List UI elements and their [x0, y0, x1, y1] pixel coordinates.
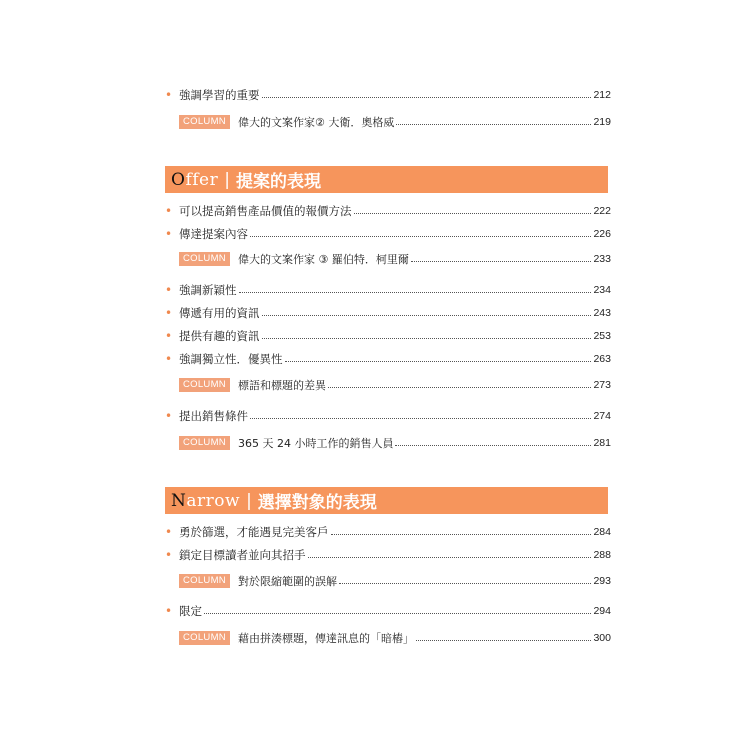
- section-title: 選擇對象的表現: [257, 493, 377, 513]
- page-number: 284: [593, 526, 611, 538]
- dot-leader: [339, 582, 592, 584]
- toc-entry[interactable]: [165, 86, 611, 104]
- section-initial: O: [171, 169, 186, 190]
- bullet-icon: [165, 526, 179, 538]
- dot-leader: [396, 123, 591, 125]
- column-badge: COLUMN: [179, 115, 230, 129]
- dot-leader: [204, 612, 591, 614]
- toc-entry[interactable]: [165, 523, 611, 541]
- bullet-icon: [165, 410, 179, 422]
- entry-title: 傳遞有用的資訊: [179, 306, 260, 320]
- entry-title: 偉大的文案作家② 大衛．奧格威: [237, 116, 395, 129]
- section-english-rest: ffer: [185, 169, 219, 190]
- toc-entry[interactable]: [165, 225, 611, 243]
- column-entry[interactable]: [179, 250, 611, 268]
- entry-title: 強調獨立性．優異性: [179, 352, 283, 366]
- dot-leader: [262, 337, 592, 339]
- column-entry[interactable]: [179, 434, 611, 452]
- section-separator: |: [224, 169, 230, 190]
- page-number: 294: [593, 605, 611, 617]
- page-number: 233: [593, 253, 611, 265]
- bullet-icon: [165, 228, 179, 240]
- page-number: 243: [593, 307, 611, 319]
- bullet-icon: [165, 605, 179, 617]
- entry-title: 提出銷售條件: [179, 409, 248, 423]
- entry-title: 標語和標題的差異: [237, 379, 326, 392]
- entry-title: 對於限縮範圍的誤解: [237, 575, 337, 588]
- dot-leader: [328, 386, 592, 388]
- column-badge: COLUMN: [179, 378, 230, 392]
- page-number: 234: [593, 284, 611, 296]
- bullet-icon: [165, 205, 179, 217]
- page-number: 274: [593, 410, 611, 422]
- entry-title: 提供有趣的資訊: [179, 329, 260, 343]
- dot-leader: [354, 212, 592, 214]
- bullet-icon: [165, 330, 179, 342]
- dot-leader: [395, 444, 591, 446]
- section-initial: N: [171, 490, 187, 511]
- dot-leader: [331, 533, 592, 535]
- section-separator: |: [246, 490, 252, 511]
- page-number: 300: [593, 632, 611, 644]
- entry-title: 可以提高銷售產品價值的報價方法: [179, 204, 352, 218]
- toc-entry[interactable]: [165, 350, 611, 368]
- section-english-title: [171, 170, 218, 190]
- page-number: 253: [593, 330, 611, 342]
- bullet-icon: [165, 549, 179, 561]
- dot-leader: [308, 556, 592, 558]
- section-header-narrow: [165, 487, 608, 514]
- section-title: 提案的表現: [235, 172, 321, 192]
- column-entry[interactable]: [179, 113, 611, 131]
- section-english-title: [171, 491, 240, 511]
- column-entry[interactable]: [179, 376, 611, 394]
- entry-title: 勇於篩選，才能遇見完美客戶: [179, 525, 329, 539]
- toc-entry[interactable]: [165, 327, 611, 345]
- dot-leader: [239, 291, 592, 293]
- toc-entry[interactable]: [165, 281, 611, 299]
- dot-leader: [250, 235, 591, 237]
- entry-title: 傳達提案內容: [179, 227, 248, 241]
- page-number: 222: [593, 205, 611, 217]
- entry-title: 鎖定目標讀者並向其招手: [179, 548, 306, 562]
- page-number: 219: [593, 116, 611, 128]
- dot-leader: [416, 639, 592, 641]
- page-number: 226: [593, 228, 611, 240]
- dot-leader: [262, 96, 592, 98]
- toc-entry[interactable]: [165, 407, 611, 425]
- column-badge: COLUMN: [179, 436, 230, 450]
- dot-leader: [285, 360, 592, 362]
- section-header-offer: [165, 166, 608, 193]
- dot-leader: [250, 417, 591, 419]
- page-number: 281: [593, 437, 611, 449]
- entry-title: 365 天 24 小時工作的銷售人員: [237, 437, 394, 450]
- entry-title: 偉大的文案作家 ③ 羅伯特．柯里爾: [237, 253, 409, 266]
- column-entry[interactable]: [179, 572, 611, 590]
- entry-title: 強調學習的重要: [179, 88, 260, 102]
- bullet-icon: [165, 307, 179, 319]
- bullet-icon: [165, 284, 179, 296]
- toc-entry[interactable]: [165, 202, 611, 220]
- page-number: 273: [593, 379, 611, 391]
- column-entry[interactable]: [179, 629, 611, 647]
- column-badge: COLUMN: [179, 631, 230, 645]
- dot-leader: [262, 314, 592, 316]
- bullet-icon: [165, 89, 179, 101]
- toc-entry[interactable]: [165, 304, 611, 322]
- entry-title: 限定: [179, 604, 202, 618]
- page-number: 263: [593, 353, 611, 365]
- dot-leader: [411, 260, 592, 262]
- entry-title: 藉由拼湊標題，傳達訊息的「暗樁」: [237, 632, 414, 645]
- toc-entry[interactable]: [165, 546, 611, 564]
- page-number: 212: [593, 89, 611, 101]
- bullet-icon: [165, 353, 179, 365]
- entry-title: 強調新穎性: [179, 283, 237, 297]
- column-badge: COLUMN: [179, 252, 230, 266]
- page-number: 288: [593, 549, 611, 561]
- page-number: 293: [593, 575, 611, 587]
- toc-entry[interactable]: [165, 602, 611, 620]
- column-badge: COLUMN: [179, 574, 230, 588]
- section-english-rest: arrow: [186, 490, 241, 511]
